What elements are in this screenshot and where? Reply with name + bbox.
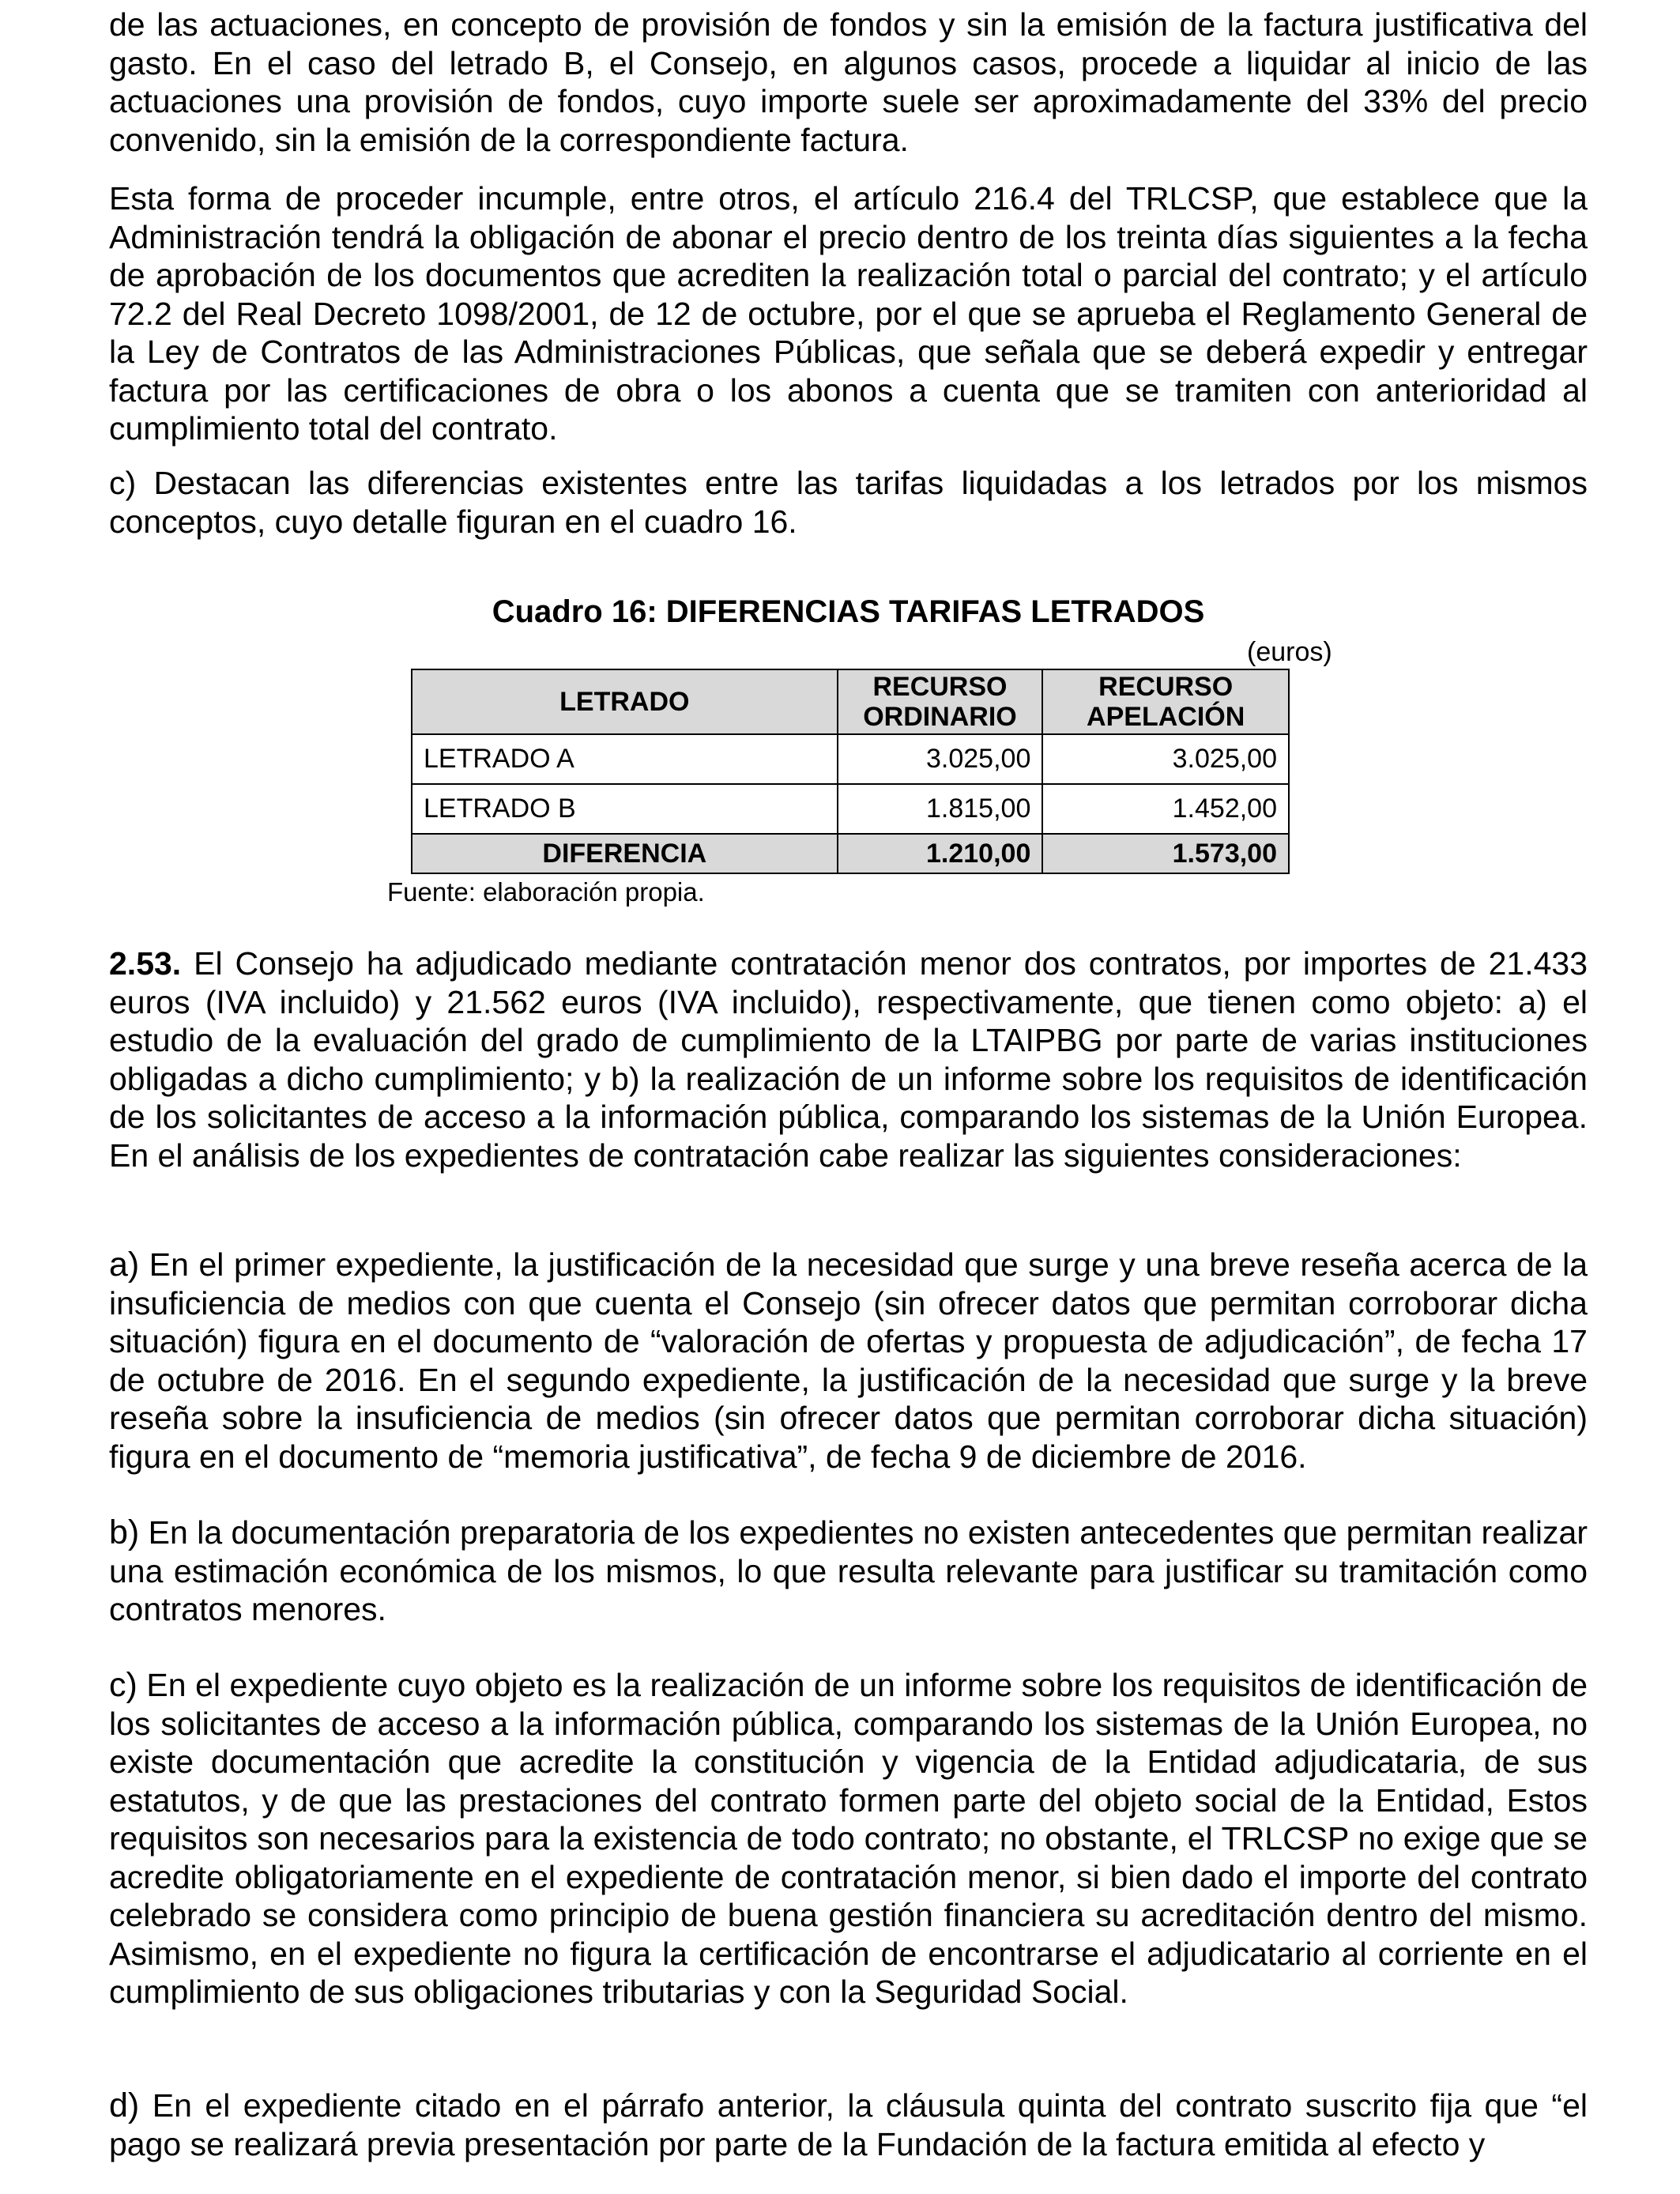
cell-recurso-apelacion: 3.025,00 bbox=[1042, 734, 1289, 784]
table-source: Fuente: elaboración propia. bbox=[387, 877, 705, 907]
cell-diferencia-apelacion: 1.573,00 bbox=[1042, 834, 1289, 873]
table-total-row bbox=[412, 834, 1289, 873]
table-title: Cuadro 16: DIFERENCIAS TARIFAS LETRADOS bbox=[492, 594, 1205, 629]
header-recurso-apelacion-text: RECURSO APELACIÓN bbox=[1087, 672, 1245, 732]
item-marker: d) bbox=[109, 2087, 140, 2124]
table-row bbox=[412, 784, 1289, 834]
header-letrado: LETRADO bbox=[412, 669, 838, 734]
section-text: El Consejo ha adjudicado mediante contratación menor dos contratos, por importes de 21.433 euros (IVA incluido) y 21.562 euros (IVA incluido), respectivamente, que tienen como objeto: a) el estudio de la evaluación del grado de cumplimiento de la LTAIPBG por parte de varias instituciones obligadas a dicho cumplimiento; y b) la realización de un informe sobre los requisitos de identificación de los solicitantes de acceso a la información pública, comparando los sistemas de la Unión Europea. En el análisis de los expedientes de contratación cabe realizar las siguientes consideraciones: bbox=[109, 945, 1588, 1174]
item-text: En el expediente cuyo objeto es la realización de un informe sobre los requisitos de identificación de los solicitantes de acceso a la información pública, comparando los sistemas de la Unión Europea, no existe documentación que acredite la constitución y vigencia de la Entidad adjudicataria, de sus estatutos, y de que las prestaciones del contrato formen parte del objeto social de la Entidad, Estos requisitos son necesarios para la existencia de todo contrato; no obstante, el TRLCSP no exige que se acredite obligatoriamente en el expediente de contratación menor, si bien dado el importe del contrato celebrado se considera como principio de buena gestión financiera su acreditación dentro del mismo. Asimismo, en el expediente no figura la certificación de encontrarse el adjudicatario al corriente en el cumplimiento de sus obligaciones tributarias y con la Seguridad Social. bbox=[109, 1667, 1588, 2010]
item-text: En el primer expediente, la justificación de la necesidad que surge y una breve reseña acerca de la insuficiencia de medios con que cuenta el Consejo (sin ofrecer datos que permitan corroborar dicha situación) figura en el documento de “valoración de ofertas y propuesta de adjudicación”, de fecha 17 de octubre de 2016. En el segundo expediente, la justificación de la necesidad que surge y la breve reseña sobre la insuficiencia de medios (sin ofrecer datos que permitan corroborar dicha situación) figura en el documento de “memoria justificativa”, de fecha 9 de diciembre de 2016. bbox=[109, 1246, 1588, 1475]
header-recurso-ordinario-text: RECURSO ORDINARIO bbox=[863, 672, 1017, 732]
header-recurso-ordinario bbox=[838, 669, 1043, 734]
item-marker: a) bbox=[109, 1246, 140, 1284]
paragraph-trlcsp: Esta forma de proceder incumple, entre otros, el artículo 216.4 del TRLCSP, que establece que la Administración tendrá la obligación de abonar el precio dentro de los treinta días siguientes a la fecha de aprobación de los documentos que acrediten la realización total o parcial del contrato; y el artículo 72.2 del Real Decreto 1098/2001, de 12 de octubre, por el que se aprueba el Reglamento General de la Ley de Contratos de las Administraciones Públicas, que señala que se deberá expedir y entregar factura por las certificaciones de obra o los abonos a cuenta que se tramiten con anterioridad al cumplimiento total del contrato. bbox=[109, 180, 1588, 447]
cell-letrado: LETRADO A bbox=[412, 734, 838, 784]
cell-recurso-ordinario: 3.025,00 bbox=[838, 734, 1043, 784]
list-item-c bbox=[109, 1666, 1588, 2011]
cell-diferencia-label: DIFERENCIA bbox=[412, 834, 838, 873]
table-row bbox=[412, 734, 1289, 784]
list-item-b bbox=[109, 1514, 1588, 1629]
item-marker: b) bbox=[109, 1514, 140, 1551]
table-unit: (euros) bbox=[1247, 637, 1332, 667]
cell-recurso-apelacion: 1.452,00 bbox=[1042, 784, 1289, 834]
cell-letrado: LETRADO B bbox=[412, 784, 838, 834]
tariff-table bbox=[411, 669, 1290, 874]
section-number: 2.53. bbox=[109, 945, 182, 982]
header-recurso-apelacion bbox=[1042, 669, 1289, 734]
paragraph-provision-fondos: de las actuaciones, en concepto de provisión de fondos y sin la emisión de la factura justificativa del gasto. En el caso del letrado B, el Consejo, en algunos casos, procede a liquidar al inicio de las actuaciones una provisión de fondos, cuyo importe suele ser aproximadamente del 33% del precio convenido, sin la emisión de la correspondiente factura. bbox=[109, 6, 1588, 158]
paragraph-diferencias: c) Destacan las diferencias existentes entre las tarifas liquidadas a los letrados por los mismos conceptos, cuyo detalle figuran en el cuadro 16. bbox=[109, 465, 1588, 540]
cell-recurso-ordinario: 1.815,00 bbox=[838, 784, 1043, 834]
section-2-53 bbox=[109, 944, 1588, 1174]
item-text: En la documentación preparatoria de los expedientes no existen antecedentes que permitan realizar una estimación económica de los mismos, lo que resulta relevante para justificar su tramitación como contratos menores. bbox=[109, 1514, 1588, 1627]
item-marker: c) bbox=[109, 1666, 137, 1704]
list-item-d bbox=[109, 2087, 1588, 2163]
cell-diferencia-ordinario: 1.210,00 bbox=[838, 834, 1043, 873]
item-text: En el expediente citado en el párrafo anterior, la cláusula quinta del contrato suscrito fija que “el pago se realizará previa presentación por parte de la Fundación de la factura emitida al efecto y bbox=[109, 2087, 1588, 2162]
list-item-a bbox=[109, 1246, 1588, 1476]
table-header-row bbox=[412, 669, 1289, 734]
